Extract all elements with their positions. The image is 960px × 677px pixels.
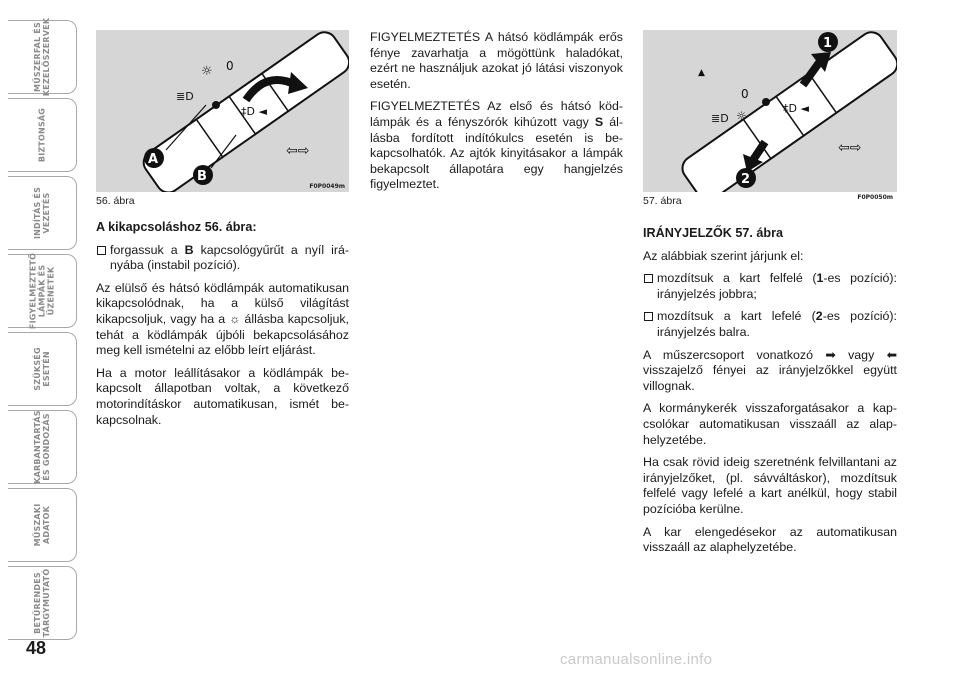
tab-label: BIZTONSÁG — [37, 107, 47, 163]
bold-text: 1 — [816, 271, 824, 286]
position-zero-label: 0 — [741, 87, 749, 101]
text: kapcsológyűrűt a nyíl irányába (instabil pozíció). — [110, 242, 350, 273]
tab-muszaki[interactable] — [8, 488, 77, 562]
paragraph: A kormánykerék visszaforgatásakor a kapcsolókar automatikusan visszaáll az alaphelyzetébe. — [643, 401, 897, 447]
warning-paragraph: FIGYELMEZTETÉS A hátsó ködlámpák erős fénye zavarhatja a mögöttünk haladókat, ezért ne használjuk azokat jó látási viszonyok esetén. — [370, 30, 623, 91]
left-arrow-icon: ⬅ — [886, 347, 897, 362]
tab-karbantartas[interactable] — [8, 410, 77, 484]
tab-label: FIGYELMEZTETŐ LÁMPÁK ÉS ÜZENETEK — [28, 252, 56, 330]
paragraph: A kar elengedésekor az automatikusan visszaáll az alaphelyzetébe. — [643, 524, 897, 555]
fog-light-icon: ‡D ◄ — [241, 105, 267, 118]
column-middle — [370, 30, 623, 200]
text: mozdítsuk a kart lefelé ( — [657, 309, 816, 324]
bullet-item — [96, 243, 349, 274]
fog-light-switch-illustration — [96, 30, 349, 192]
text: visszajelző fényei az irányjelzőkkel együtt villognak. — [643, 363, 897, 393]
figure-code: F0P0050m — [857, 194, 893, 201]
bold-text: 2 — [815, 309, 823, 324]
label-2: 2 — [741, 172, 751, 187]
watermark: carmanualsonline.info — [560, 651, 713, 668]
tab-label: MŰSZAKI ADATOK — [33, 503, 51, 547]
text: vagy — [835, 347, 887, 362]
tab-figyelmezteto[interactable] — [8, 254, 77, 328]
tab-biztonsag[interactable] — [8, 98, 77, 172]
tab-label: KARBANTARTÁS ÉS GONDOZÁS — [33, 410, 51, 484]
bold-text: B — [184, 242, 194, 257]
bold-text: S — [594, 114, 604, 129]
text: mozdítsuk a kart felfelé ( — [657, 271, 817, 286]
figure-57-caption: 57. ábra — [643, 195, 682, 207]
parking-light-icon: ☼ — [229, 311, 241, 326]
label-1: 1 — [823, 36, 833, 51]
text: -es pozíció): irányjelzés balra. — [657, 309, 898, 339]
tab-muszerfal[interactable] — [8, 17, 77, 97]
figure-code: F0P0049m — [309, 183, 345, 190]
column-left — [96, 220, 349, 435]
position-zero-label: 0 — [226, 59, 234, 73]
section-heading: A kikapcsoláshoz 56. ábra: — [96, 220, 257, 234]
page-number: 48 — [26, 638, 47, 658]
tab-label: BETŰRENDES TÁRGYMUTATÓ — [33, 568, 51, 638]
label-a: A — [148, 152, 159, 167]
column-right — [643, 226, 897, 563]
headlight-icon: ≣D — [711, 112, 729, 125]
headlight-icon: ≣D — [176, 90, 194, 103]
bullet-item — [643, 309, 897, 340]
sun-icon: ☼ — [736, 109, 747, 123]
tab-inditas[interactable] — [8, 176, 77, 250]
turn-signal-arrows-icon: ⇦⇨ — [838, 140, 862, 156]
paragraph: Ha csak rövid ideig szeretnénk felvillantani az irányjelzőket, (pl. sávváltáskor), mozdítsuk felfelé vagy lefelé a kart anélkül, hogy stabil pozícióba kerülne. — [643, 455, 897, 516]
tab-szukseg[interactable] — [8, 332, 77, 406]
paragraph — [96, 281, 349, 359]
figure-56-image — [96, 30, 349, 192]
text: állásba kapcsoljuk, tehát a ködlámpák újbóli bekapcsolásához meg kell ismételni az előbb leírt eljárást. — [96, 311, 349, 358]
turn-signal-arrows-icon: ⇦⇨ — [286, 143, 310, 159]
label-b: B — [197, 169, 207, 184]
turn-signal-lever-illustration — [643, 30, 897, 192]
text: A műszercsoport vonatkozó — [643, 347, 826, 362]
small-up-arrow-icon: ▲ — [698, 68, 705, 78]
sun-icon: ☼ — [201, 64, 213, 79]
fog-light-icon: ‡D ◄ — [783, 102, 809, 115]
warning-paragraph — [370, 99, 623, 193]
text: állásba fordított indítókulcs esetén is bekapcsolhatók. Az ajtók kinyitásakor a lámpák bekapcsolt állapotára egy hangjelzés figyelmeztet. — [370, 114, 623, 192]
bullet-item — [643, 271, 897, 302]
tab-label: SZÜKSÉG ESETÉN — [33, 347, 51, 391]
paragraph — [643, 348, 897, 395]
right-arrow-icon: ➡ — [825, 347, 836, 362]
paragraph: Ha a motor leállításakor a ködlámpák bekapcsolt állapotban voltak, a következő motorindításkor automatikusan, ismét bekapcsolnak. — [96, 365, 349, 427]
tab-label: MŰSZERFAL ÉS KEZELŐSZERVEK — [33, 17, 51, 97]
text: Az elülső és hátsó ködlámpák automatikusan kikapcsolódnak, ha a külső világítást kikapcsoljuk, vagy ha a — [96, 280, 349, 326]
text: FIGYELMEZTETÉS Az első és hátsó ködlámpák és a fényszórók kihúzott vagy — [370, 99, 623, 129]
tab-targymutato[interactable] — [8, 566, 77, 640]
paragraph: Az alábbiak szerint járjunk el: — [643, 248, 804, 263]
figure-56-caption: 56. ábra — [96, 195, 135, 207]
tab-label: INDÍTÁS ÉS VEZETÉS — [33, 186, 51, 240]
section-heading: IRÁNYJELZŐK 57. ábra — [643, 226, 783, 240]
text: -es pozíció): irányjelzés jobbra; — [657, 271, 897, 301]
text: forgassuk a — [110, 242, 185, 257]
